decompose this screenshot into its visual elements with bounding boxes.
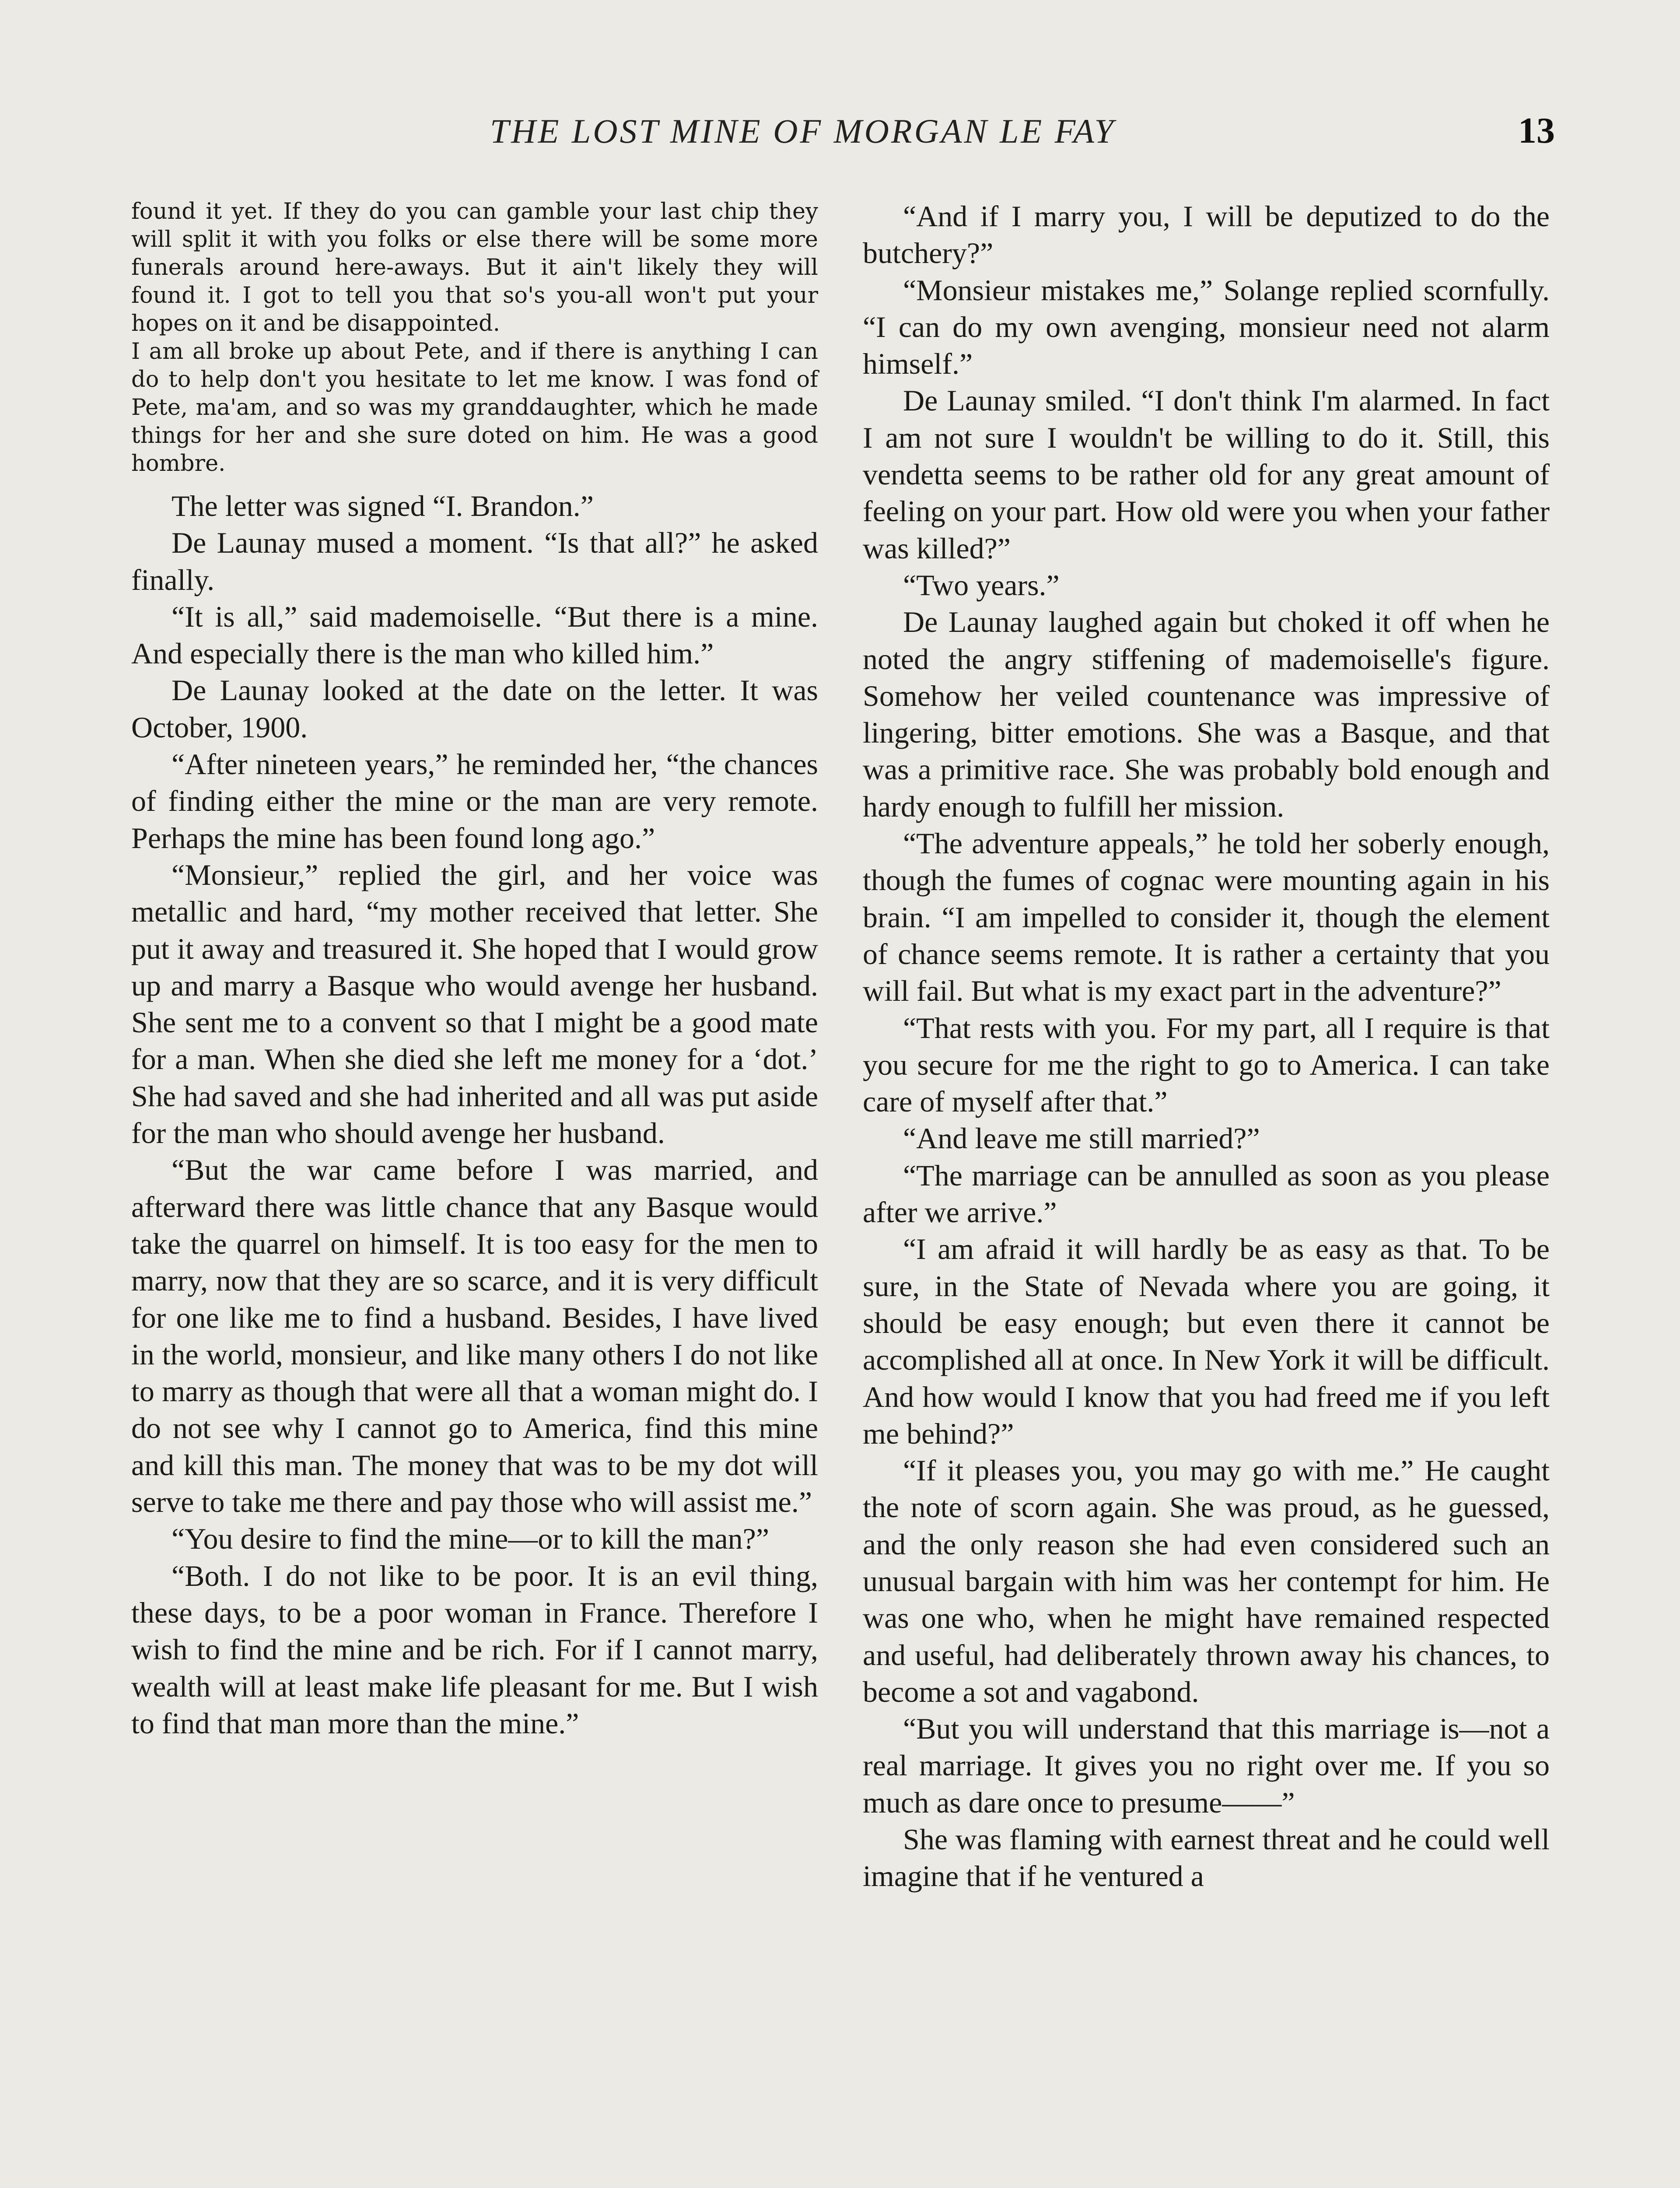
body-paragraph: “After nineteen years,” he reminded her, “the chances of finding either the mine or the man are very remote. Perhaps the mine has been found long ago.”: [131, 747, 818, 855]
left-column: [131, 198, 818, 1742]
body-paragraph: She was flaming with earnest threat and he could well imagine that if he ventured a: [863, 1823, 1550, 1893]
body-paragraph: “I am afraid it will hardly be as easy as that. To be sure, in the State of Nevada where you are going, it should be easy enough; but even there it cannot be accomplished all at once. In New York it will be difficult. And how would I know that you had freed me if you left me behind?”: [863, 1232, 1550, 1450]
right-column: [863, 198, 1550, 1895]
quoted-letter: [131, 198, 818, 478]
body-paragraph: De Launay looked at the date on the letter. It was October, 1900.: [131, 673, 818, 744]
body-paragraph: “The marriage can be annulled as soon as you please after we arrive.”: [863, 1158, 1550, 1229]
body-paragraph: “Monsieur mistakes me,” Solange replied scornfully. “I can do my own avenging, monsieur need not alarm himself.”: [863, 273, 1550, 381]
body-paragraph: “But you will understand that this marriage is—not a real marriage. It gives you no right over me. If you so much as dare once to presume——”: [863, 1712, 1550, 1819]
letter-paragraph: I am all broke up about Pete, and if there is anything I can do to help don't you hesitate to let me know. I was fond of Pete, ma'am, and so was my granddaughter, which he made things for her and she sure doted on him. He was a good hombre.: [131, 339, 818, 477]
body-paragraph: “Two years.”: [903, 568, 1060, 602]
body-paragraph: “Monsieur,” replied the girl, and her voice was metallic and hard, “my mother received that letter. She put it away and treasured it. She hoped that I would grow up and marry a Basque who would avenge her husband. She sent me to a convent so that I might be a good mate for a man. When she died she left me money for a ‘dot.’ She had saved and she had inherited and all was put aside for the man who should avenge her husband.: [131, 858, 818, 1150]
body-paragraph: De Launay smiled. “I don't think I'm alarmed. In fact I am not sure I wouldn't be willing to do it. Still, this vendetta seems to be rather old for any great amount of feeling on your part. How old were you when your father was killed?”: [863, 384, 1550, 565]
page-number: 13: [1518, 110, 1555, 151]
body-paragraph: “It is all,” said mademoiselle. “But there is a mine. And especially there is the man who killed him.”: [131, 600, 818, 670]
body-paragraph: De Launay mused a moment. “Is that all?” he asked finally.: [131, 526, 818, 596]
body-paragraph: “But the war came before I was married, and afterward there was little chance that any Basque would take the quarrel on himself. It is too easy for the men to marry, now that they are so scarce, and it is very difficult for one like me to find a husband. Besides, I have lived in the world, monsieur, and like many others I do not like to marry as though that were all that a woman might do. I do not see why I cannot go to America, find this mine and kill this man. The money that was to be my dot will serve to take me there and pay those who will assist me.”: [131, 1153, 818, 1519]
body-paragraph: “And leave me still married?”: [903, 1122, 1260, 1155]
body-paragraph: De Launay laughed again but choked it off when he noted the angry stiffening of mademoiselle's figure. Somehow her veiled countenance was impressive of lingering, bitter emotions. She was a Basque, and that was a primitive race. She was probably bold enough and hardy enough to fulfill her mission.: [863, 605, 1550, 823]
body-paragraph: The letter was signed “I. Brandon.”: [172, 489, 594, 522]
body-paragraph: “And if I marry you, I will be deputized to do the butchery?”: [863, 200, 1550, 270]
letter-paragraph: found it yet. If they do you can gamble your last chip they will split it with you folks or else there will be some more funerals around here-aways. But it ain't likely they will found it. I got to tell you that so's you-all won't put your hopes on it and be disappointed.: [131, 199, 818, 337]
body-paragraph: “If it pleases you, you may go with me.” He caught the note of scorn again. She was proud, as he guessed, and the only reason she had even considered such an unusual bargain with him was her contempt for him. He was one who, when he might have remained respected and useful, had deliberately thrown away his chances, to become a sot and vagabond.: [863, 1454, 1550, 1708]
running-head-title: THE LOST MINE OF MORGAN LE FAY: [490, 112, 1116, 150]
body-paragraph: “Both. I do not like to be poor. It is an evil thing, these days, to be a poor woman in France. Therefore I wish to find the mine and be rich. For if I cannot marry, wealth will at least make life pleasant for me. But I wish to find that man more than the mine.”: [131, 1559, 818, 1740]
body-paragraph: “The adventure appeals,” he told her soberly enough, though the fumes of cognac were mounting again in his brain. “I am impelled to consider it, though the element of chance seems remote. It is rather a certainty that you will fail. But what is my exact part in the adventure?”: [863, 827, 1550, 1008]
body-paragraph: “That rests with you. For my part, all I require is that you secure for me the right to go to America. I can take care of myself after that.”: [863, 1011, 1550, 1119]
body-paragraph: “You desire to find the mine—or to kill the man?”: [172, 1522, 770, 1556]
